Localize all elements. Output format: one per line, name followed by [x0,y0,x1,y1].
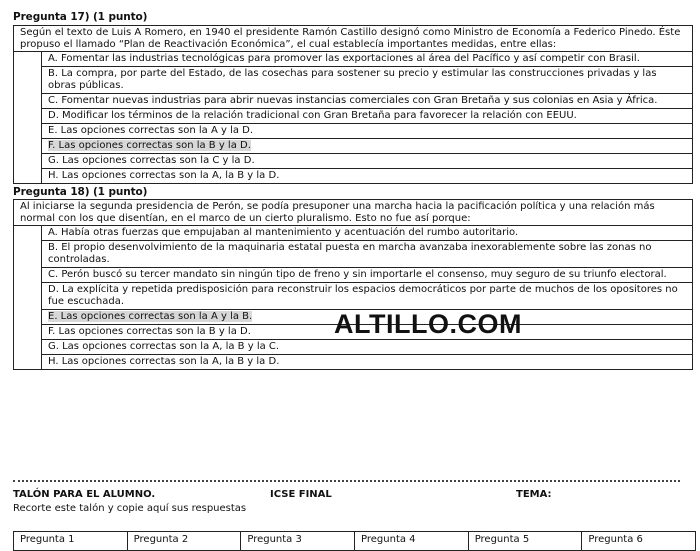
answer-option[interactable] [41,226,692,241]
answer-cell-5[interactable]: Pregunta 5 [469,532,583,550]
answer-option[interactable] [41,241,692,268]
answer-option-text: D. Modificar los términos de la relación tradicional con Gran Bretaña para favorecer la relación con EEUU. [48,110,577,121]
answer-option-text: E. Las opciones correctas son la A y la D. [48,125,254,136]
answer-option[interactable] [41,268,692,283]
answer-option[interactable] [41,283,692,310]
answer-option[interactable] [41,124,692,139]
tema-label: TEMA: [516,489,552,500]
question-17-stem: Según el texto de Luis A Romero, en 1940 el presidente Ramón Castillo designó como Ministro de Economía a Federico Pinedo. Éste propuso el llamado “Plan de Reactivación Económica”, el cual establecía importantes medidas, entre ellas: [14,26,692,52]
answer-option[interactable] [41,340,692,355]
answer-cell-4[interactable]: Pregunta 4 [355,532,469,550]
answer-cell-1[interactable]: Pregunta 1 [14,532,128,550]
answer-option-text: B. El propio desenvolvimiento de la maquinaria estatal puesta en marcha avanzaba inexorablemente sobre las zonas no controladas. [48,242,652,265]
question-18-options [14,226,692,369]
answer-option[interactable] [41,169,692,183]
answer-option-text: A. Fomentar las industrias tecnológicas para promover las exportaciones al área del Pacífico y así competir con Brasil. [48,53,640,64]
question-17-title: Pregunta 17) (1 punto) [13,11,148,23]
answer-option[interactable] [41,154,692,169]
question-17-options [14,52,692,183]
question-18-title: Pregunta 18) (1 punto) [13,186,148,198]
answer-cell-6[interactable]: Pregunta 6 [588,534,643,545]
answer-option[interactable] [41,355,692,369]
answer-option-text: C. Fomentar nuevas industrias para abrir nuevas instancias comerciales con Gran Bretaña y sus colonias en Asia y África. [48,95,658,106]
watermark: ALTILLO.COM [334,309,522,339]
talon-label: TALÓN PARA EL ALUMNO. [13,489,156,500]
answer-option-text: G. Las opciones correctas son la A, la B y la C. [48,341,280,352]
answer-option-text: B. La compra, por parte del Estado, de las cosechas para sostener su precio y estimular las construcciones privadas y las obras públicas. [48,68,657,91]
answer-option-text: H. Las opciones correctas son la A, la B y la D. [48,170,280,181]
answer-option[interactable] [41,67,692,94]
answer-cell-2[interactable]: Pregunta 2 [128,532,242,550]
answer-option[interactable] [41,109,692,124]
answer-option-text: F. Las opciones correctas son la B y la D. [48,326,251,337]
cut-line [13,480,680,482]
answer-option[interactable] [41,139,692,154]
answer-option-text: A. Había otras fuerzas que empujaban al mantenimiento y acentuación del rumbo autoritario. [48,227,519,238]
instructions-text: Recorte este talón y copie aquí sus respuestas [13,503,247,514]
answer-option[interactable] [41,52,692,67]
answer-cell-3[interactable]: Pregunta 3 [241,532,355,550]
course-label: ICSE FINAL [270,489,332,500]
question-18-box [13,199,693,370]
answer-option-text: D. La explícita y repetida predisposición para reconstruir los espacios democráticos por parte de muchos de los opositores no fue escuchada. [48,284,678,307]
question-18-stem: Al iniciarse la segunda presidencia de Perón, se podía presuponer una marcha hacia la pacificación política y una relación más normal con los que disentían, en el marco de un cierto pluralismo. Esto no fue así porque: [14,200,692,226]
answer-option[interactable] [41,94,692,109]
answer-option-text: F. Las opciones correctas son la B y la D. [48,140,251,151]
answer-table [13,531,696,551]
answer-option-text: G. Las opciones correctas son la C y la D. [48,155,255,166]
answer-option-text: H. Las opciones correctas son la A, la B y la D. [48,356,280,367]
answer-option-text: C. Perón buscó su tercer mandato sin ningún tipo de freno y sin importarle el consenso, muy seguro de su triunfo electoral. [48,269,667,280]
question-17-box [13,25,693,184]
answer-option-text: E. Las opciones correctas son la A y la B. [48,311,253,322]
